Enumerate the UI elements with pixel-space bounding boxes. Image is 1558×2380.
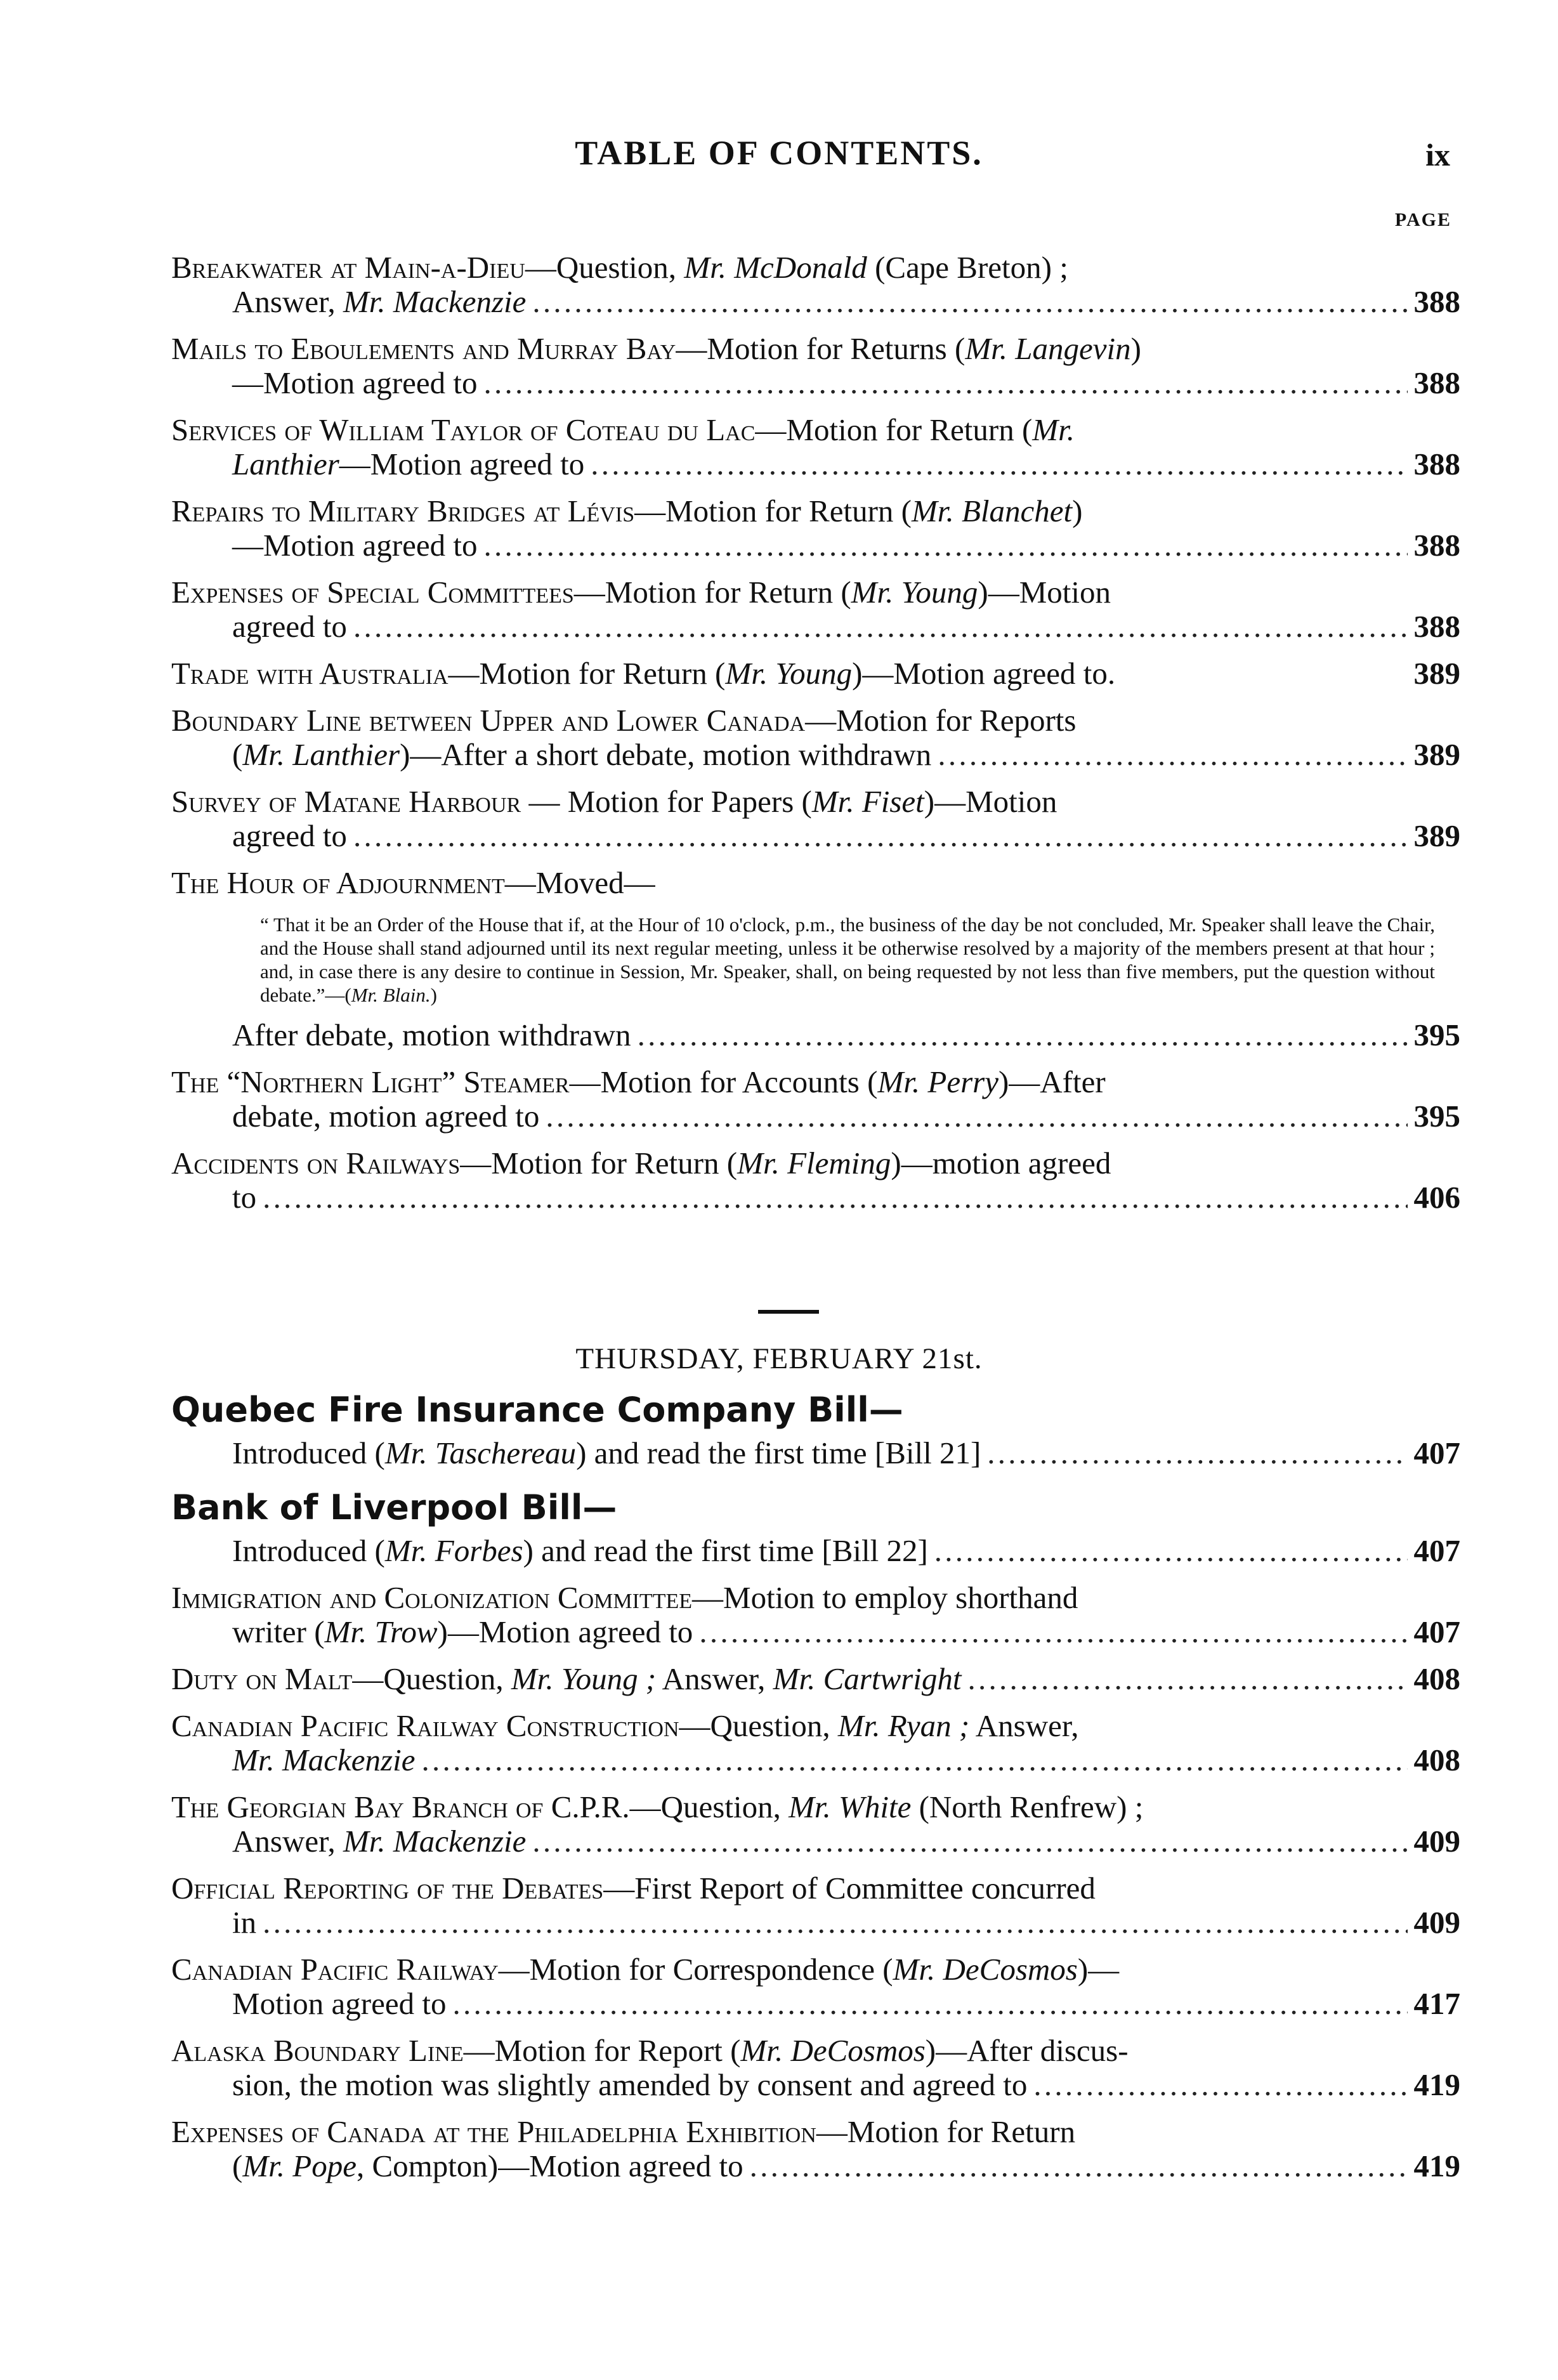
- page-number: 388: [1413, 284, 1460, 319]
- dot-leader: [934, 1534, 1408, 1568]
- toc-entry: Breakwater at Main-a-Dieu—Question, Mr. McDonald (Cape Breton) ; Answer, Mr. Mackenzie . . . 388: [171, 251, 1460, 319]
- toc-entry: Expenses of Special Committees—Motion for Return (Mr. Young)—Motion agreed to . . . 388: [171, 575, 1460, 644]
- entry-heading: Boundary Line between Upper and Lower Canada: [171, 703, 806, 738]
- page-number: 389: [1413, 737, 1460, 772]
- dot-leader: [546, 1099, 1407, 1134]
- bill-entry: Quebec Fire Insurance Company Bill— Introduced (Mr. Taschereau) and read the first time [Bill 21] . . . 407: [171, 1389, 1460, 1470]
- toc-entry: Mails to Eboulements and Murray Bay—Motion for Returns (Mr. Langevin) —Motion agreed to . . . 388: [171, 332, 1460, 400]
- entry-heading: Expenses of Special Committees: [171, 575, 574, 610]
- entry-heading: Breakwater at Main-a-Dieu: [171, 250, 525, 285]
- entry-heading: The “Northern Light” Steamer: [171, 1064, 570, 1099]
- entry-heading: Canadian Pacific Railway Construction: [171, 1708, 679, 1743]
- page-number: 407: [1413, 1435, 1460, 1470]
- page-number: 388: [1413, 609, 1460, 644]
- page-number: 389: [1413, 656, 1460, 691]
- page-number: 388: [1413, 528, 1460, 563]
- toc-entry: Canadian Pacific Railway—Motion for Correspondence (Mr. DeCosmos)— Motion agreed to . . . 417: [171, 1952, 1460, 2021]
- page-number: 388: [1413, 365, 1460, 400]
- dot-leader: [987, 1436, 1407, 1470]
- contents-section-1: [171, 251, 1460, 1227]
- bill-heading: Bank of Liverpool Bill—: [171, 1488, 617, 1527]
- toc-entry: Alaska Boundary Line—Motion for Report (Mr. DeCosmos)—After discus- sion, the motion was slightly amended by consent and agreed to . . . 419: [171, 2034, 1460, 2102]
- dot-leader: [452, 1987, 1407, 2021]
- entry-heading: Official Reporting of the Debates: [171, 1871, 604, 1906]
- quoted-motion: “ That it be an Order of the House that if, at the Hour of 10 o'clock, p.m., the business of the day be not concluded, Mr. Speaker shall leave the Chair, and the House shall stand adjourned until its next regular meeting, unless it be otherwise resolved by a majority of the members present at that hour ; and, in case there is any desire to continue in Session, Mr. Speaker, shall, on being requested by not less than five members, put the question without debate.”—(Mr. Blain.): [260, 913, 1435, 1006]
- page-number: 419: [1413, 2148, 1460, 2183]
- dot-leader: [263, 1906, 1407, 1940]
- page-number: 409: [1413, 1824, 1460, 1859]
- toc-entry: Immigration and Colonization Committee—Motion to employ shorthand writer (Mr. Trow)—Motion agreed to . . . 407: [171, 1581, 1460, 1649]
- toc-entry: Duty on Malt—Question, Mr. Young ; Answer, Mr. Cartwright . . . 408: [171, 1662, 1460, 1696]
- dot-leader: [638, 1018, 1408, 1052]
- dot-leader: [483, 366, 1407, 400]
- entry-heading: Repairs to Military Bridges at Lévis: [171, 494, 635, 528]
- dot-leader: [532, 285, 1407, 319]
- entry-heading: Services of William Taylor of Coteau du Lac: [171, 412, 756, 447]
- date-heading: THURSDAY, FEBRUARY 21st.: [575, 1342, 983, 1375]
- running-head: TABLE OF CONTENTS.: [575, 134, 983, 172]
- page-number: 407: [1413, 1614, 1460, 1649]
- entry-heading: Immigration and Colonization Committee: [171, 1580, 693, 1615]
- page-number: 395: [1413, 1099, 1460, 1134]
- entry-heading: Canadian Pacific Railway: [171, 1952, 499, 1987]
- entry-heading: Accidents on Railways: [171, 1146, 461, 1180]
- dot-leader: [532, 1824, 1407, 1859]
- entry-heading: Mails to Eboulements and Murray Bay: [171, 331, 676, 366]
- toc-entry: The Georgian Bay Branch of C.P.R.—Question, Mr. White (North Renfrew) ; Answer, Mr. Mackenzie . . . 409: [171, 1790, 1460, 1859]
- page-number: 389: [1413, 818, 1460, 853]
- dot-leader: [1033, 2068, 1407, 2102]
- dot-leader: [591, 447, 1407, 481]
- page-number: 409: [1413, 1905, 1460, 1940]
- toc-entry: Boundary Line between Upper and Lower Canada—Motion for Reports (Mr. Lanthier)—After a short debate, motion withdrawn . . . 389: [171, 703, 1460, 772]
- dot-leader: [938, 738, 1407, 772]
- toc-entry: Accidents on Railways—Motion for Return (Mr. Fleming)—motion agreed to . . . 406: [171, 1146, 1460, 1215]
- page-number: 408: [1413, 1743, 1460, 1777]
- toc-entry: Survey of Matane Harbour — Motion for Papers (Mr. Fiset)—Motion agreed to . . . 389: [171, 785, 1460, 853]
- toc-entry: The “Northern Light” Steamer—Motion for Accounts (Mr. Perry)—After debate, motion agreed to . . . 395: [171, 1065, 1460, 1134]
- toc-entry: Expenses of Canada at the Philadelphia Exhibition—Motion for Return (Mr. Pope, Compton)—Motion agreed to . . . 419: [171, 2115, 1460, 2183]
- entry-heading: Alaska Boundary Line: [171, 2033, 464, 2068]
- entry-heading: The Georgian Bay Branch of C.P.R.: [171, 1789, 630, 1824]
- toc-entry: Official Reporting of the Debates—First Report of Committee concurred in . . . 409: [171, 1871, 1460, 1940]
- entry-heading: Duty on Malt: [171, 1661, 353, 1696]
- dot-leader: [967, 1662, 1407, 1696]
- bill-entry: Bank of Liverpool Bill— Introduced (Mr. Forbes) and read the first time [Bill 22] . . . 407: [171, 1487, 1460, 1568]
- entry-heading: The Hour of Adjournment: [171, 865, 505, 900]
- page-number: 419: [1413, 2067, 1460, 2102]
- dot-leader: [750, 2149, 1408, 2183]
- page-number: 407: [1413, 1533, 1460, 1568]
- page-number: 417: [1413, 1986, 1460, 2021]
- dot-leader: [353, 819, 1408, 853]
- toc-entry: The Hour of Adjournment—Moved—: [171, 865, 655, 900]
- toc-entry: Canadian Pacific Railway Construction—Question, Mr. Ryan ; Answer, Mr. Mackenzie . . . 408: [171, 1709, 1460, 1777]
- page-number: 408: [1413, 1661, 1460, 1696]
- bill-heading: Quebec Fire Insurance Company Bill—: [171, 1390, 903, 1430]
- page-number: 395: [1413, 1017, 1460, 1052]
- entry-heading: Trade with Australia: [171, 656, 448, 691]
- contents-section-2: [171, 1389, 1460, 2196]
- page-number: 388: [1413, 447, 1460, 481]
- toc-entry: Services of William Taylor of Coteau du Lac—Motion for Return (Mr. Lanthier—Motion agreed to . . . 388: [171, 413, 1460, 481]
- dot-leader: [421, 1743, 1407, 1777]
- folio: ix: [1425, 137, 1450, 173]
- dot-leader: [263, 1180, 1407, 1215]
- toc-entry: Trade with Australia—Motion for Return (Mr. Young)—Motion agreed to. 389: [171, 656, 1460, 691]
- page-number: 406: [1413, 1180, 1460, 1215]
- dot-leader: [483, 528, 1407, 563]
- toc-entry: After debate, motion withdrawn . . . 395: [171, 1018, 1460, 1052]
- entry-heading: Expenses of Canada at the Philadelphia Exhibition: [171, 2114, 816, 2149]
- dot-leader: [699, 1615, 1407, 1649]
- dot-leader: [353, 610, 1408, 644]
- entry-heading: Survey of Matane Harbour: [171, 784, 521, 819]
- section-rule: [758, 1310, 819, 1314]
- page-column-label: PAGE: [1394, 209, 1451, 230]
- toc-entry: Repairs to Military Bridges at Lévis—Motion for Return (Mr. Blanchet) —Motion agreed to . . . 388: [171, 494, 1460, 563]
